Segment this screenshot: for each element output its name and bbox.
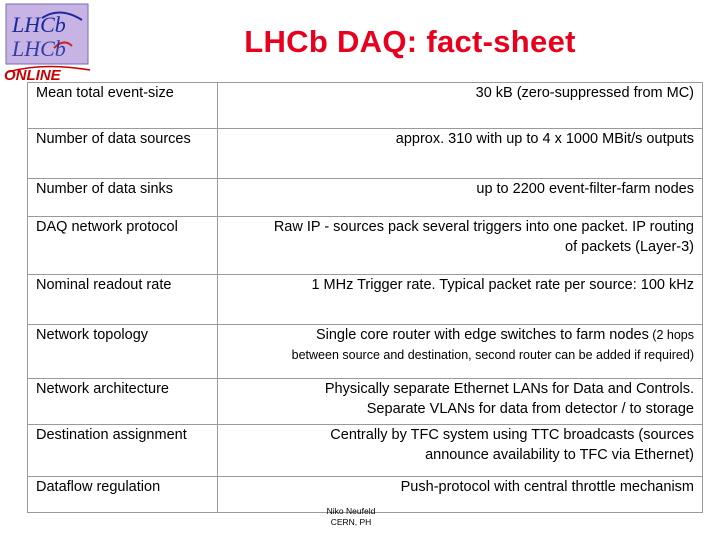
row-label: Network topology xyxy=(28,325,218,379)
logo-line-1: LHCb xyxy=(12,12,66,37)
row-value: up to 2200 event-filter-farm nodes xyxy=(218,179,703,217)
footer-affiliation: CERN, PH xyxy=(330,517,372,527)
row-value xyxy=(218,425,703,477)
fact-sheet-table xyxy=(27,82,703,513)
row-label: Destination assignment xyxy=(28,425,218,477)
row-label: Dataflow regulation xyxy=(28,477,218,513)
row-label: Mean total event-size xyxy=(28,83,218,129)
table-row xyxy=(28,379,703,425)
row-value-note: between source and destination, second router can be added if required) xyxy=(291,348,694,362)
footer-author: Niko Neufeld xyxy=(326,506,376,516)
row-value: Push-protocol with central throttle mechanism xyxy=(218,477,703,513)
row-value xyxy=(218,325,703,379)
row-label: Number of data sources xyxy=(28,129,218,179)
table-row xyxy=(28,275,703,325)
row-value xyxy=(218,217,703,275)
lhcb-logo-icon xyxy=(2,2,92,82)
row-value-line: Raw IP - sources pack several triggers into one packet. IP routing xyxy=(273,219,694,235)
row-label: DAQ network protocol xyxy=(28,217,218,275)
logo-subtitle: ONLINE xyxy=(4,67,61,82)
row-value-line: Centrally by TFC system using TTC broadcasts (sources xyxy=(330,427,694,443)
page-title: LHCb DAQ: fact-sheet xyxy=(244,24,576,59)
row-value: approx. 310 with up to 4 x 1000 MBit/s outputs xyxy=(218,129,703,179)
row-value: 1 MHz Trigger rate. Typical packet rate per source: 100 kHz xyxy=(218,275,703,325)
logo-line-2: LHCb xyxy=(12,36,66,61)
row-value-line: Physically separate Ethernet LANs for Data and Controls. xyxy=(324,381,694,397)
row-value-main: Single core router with edge switches to farm nodes xyxy=(315,327,649,343)
table-row xyxy=(28,83,703,129)
row-label: Network architecture xyxy=(28,379,218,425)
row-value-line: Separate VLANs for data from detector / to storage xyxy=(366,401,694,417)
footer xyxy=(306,506,396,528)
row-value: 30 kB (zero-suppressed from MC) xyxy=(218,83,703,129)
lhcb-online-logo xyxy=(2,2,92,82)
table-row xyxy=(28,179,703,217)
row-label: Nominal readout rate xyxy=(28,275,218,325)
row-value-line: of packets (Layer-3) xyxy=(565,239,694,255)
table-row xyxy=(28,129,703,179)
table-row xyxy=(28,217,703,275)
table-row xyxy=(28,325,703,379)
row-value-line: announce availability to TFC via Ethernet) xyxy=(425,447,694,463)
table-row xyxy=(28,425,703,477)
row-value xyxy=(218,379,703,425)
row-label: Number of data sinks xyxy=(28,179,218,217)
row-value-note: (2 hops xyxy=(648,328,694,342)
